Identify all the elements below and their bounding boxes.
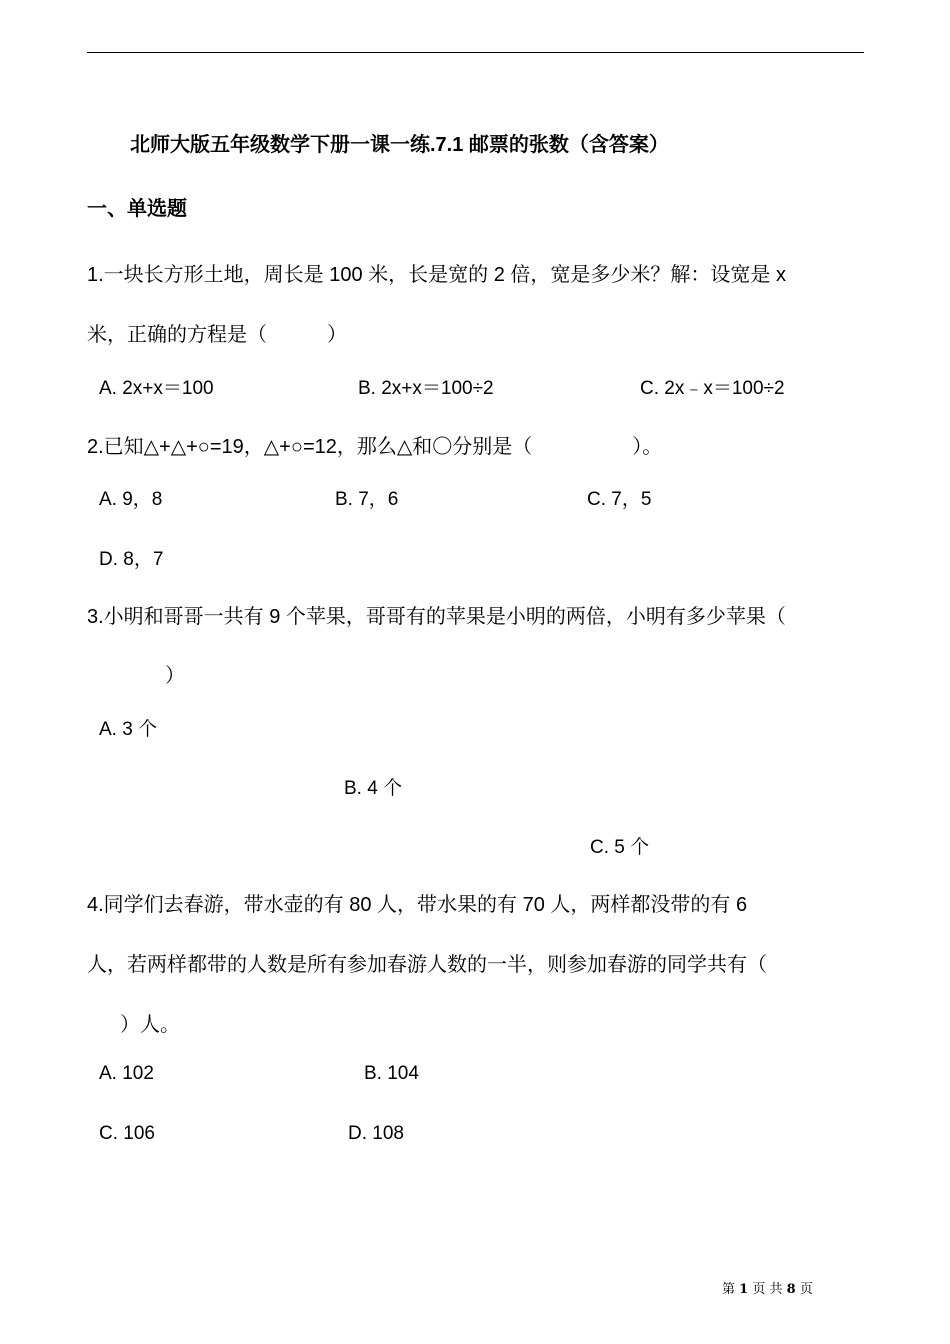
question-3-line-2: ） [165,665,185,687]
question-4-option-c: C. 106 [99,1123,155,1144]
question-4-option-b: B. 104 [364,1063,419,1084]
question-4-line-3: ）人。 [120,1014,180,1036]
header-rule [87,52,864,53]
footer-page-number: 1 [739,1282,749,1297]
footer-middle: 页 共 [752,1282,783,1297]
question-2-option-a: A. 9，8 [99,489,163,510]
question-3-option-c: C. 5 个 [590,837,650,858]
question-3-option-b: B. 4 个 [344,778,403,799]
question-4-line-1: 4.同学们去春游，带水壶的有 80 人，带水果的有 70 人，两样都没带的有 6 [87,894,748,916]
question-4-option-a: A. 102 [99,1063,154,1084]
document-title: 北师大版五年级数学下册一课一练.7.1 邮票的张数（含答案） [130,134,669,156]
question-3-line-1: 3.小明和哥哥一共有 9 个苹果，哥哥有的苹果是小明的两倍，小明有多少苹果（ [87,606,786,628]
footer-suffix: 页 [799,1282,813,1297]
question-1-option-a: A. 2x+x＝100 [99,378,214,399]
question-2-line-1: 2.已知△+△+○=19，△+○=12，那么△和〇分别是（ ）。 [87,436,663,458]
question-2-option-b: B. 7，6 [335,489,399,510]
question-3-option-a: A. 3 个 [99,719,158,740]
question-1-line-2: 米，正确的方程是（ ） [87,324,347,346]
footer-prefix: 第 [722,1282,736,1297]
question-1-option-c: C. 2x﹣x＝100÷2 [640,378,785,399]
question-1-option-b: B. 2x+x＝100÷2 [358,378,494,399]
question-2-option-d: D. 8，7 [99,549,164,570]
question-1-line-1: 1.一块长方形土地，周长是 100 米，长是宽的 2 倍，宽是多少米？解：设宽是 x [87,264,786,286]
question-4-option-d: D. 108 [348,1123,404,1144]
page-footer [722,1278,813,1297]
section-heading: 一、单选题 [87,198,187,220]
question-2-option-c: C. 7，5 [587,489,652,510]
footer-total-pages: 8 [786,1282,796,1297]
question-4-line-2: 人，若两样都带的人数是所有参加春游人数的一半，则参加春游的同学共有（ [87,954,767,976]
